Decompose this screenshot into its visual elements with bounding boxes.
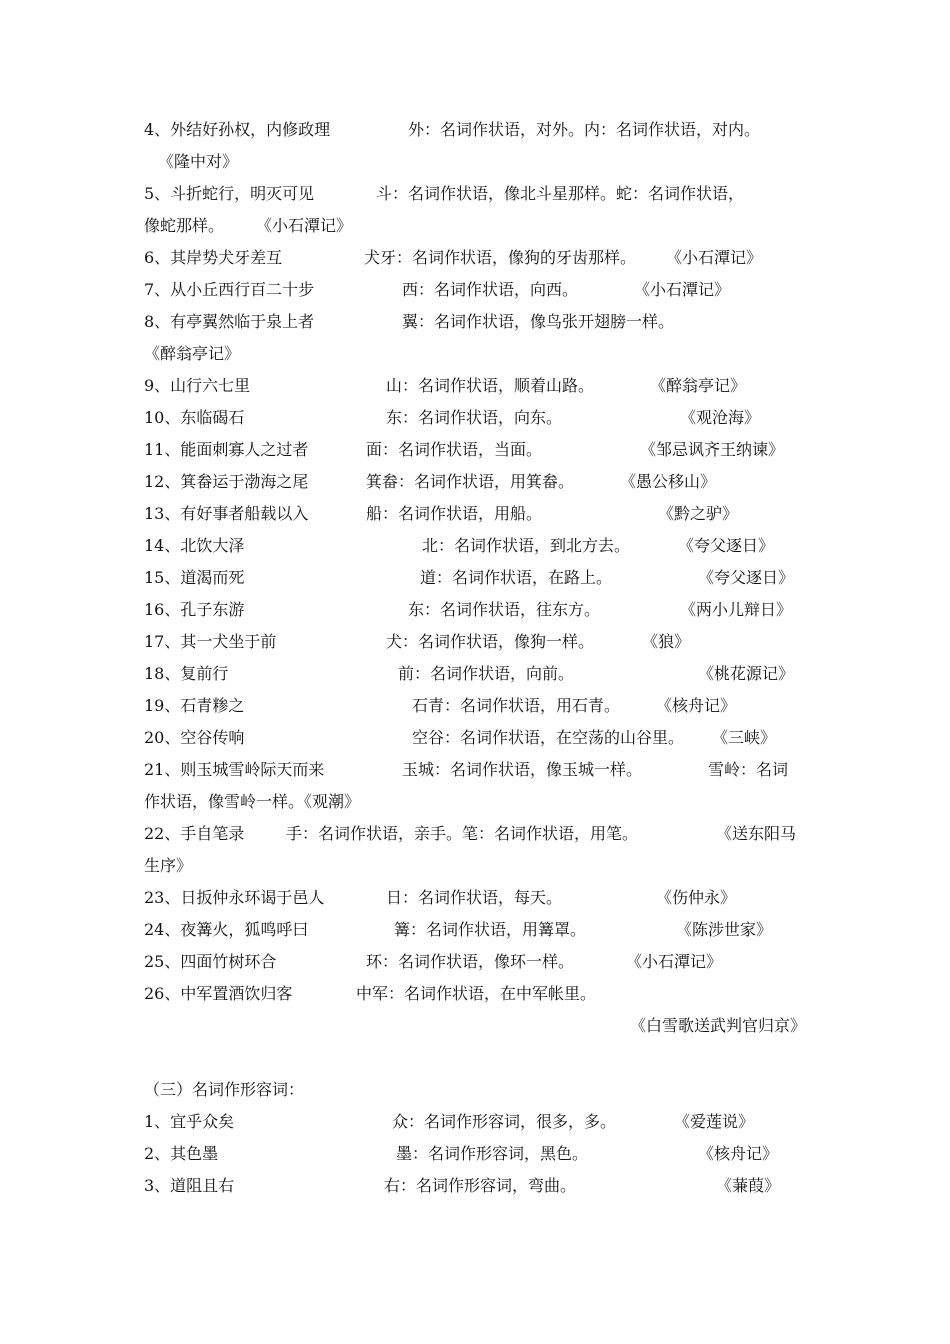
- entry-source: 《愚公移山》: [620, 472, 717, 491]
- entry-source: 《夸父逐日》: [698, 568, 795, 587]
- entry-phrase: 20、空谷传响: [144, 728, 245, 747]
- entry-line: [0, 1010, 950, 1042]
- entry-line: [0, 914, 950, 946]
- entry-source: 《伤仲永》: [656, 888, 737, 907]
- entry-source: 《观沧海》: [680, 408, 761, 427]
- entry-phrase: 10、东临碣石: [144, 408, 245, 427]
- entry-explanation: 手：名词作状语，亲手。笔：名词作状语，用笔。: [286, 824, 639, 843]
- entry-explanation: 众：名词作形容词，很多，多。: [392, 1112, 617, 1131]
- entry-source: 《核舟记》: [698, 1144, 779, 1163]
- entry-source: 《小石潭记》: [256, 216, 353, 235]
- entry-explanation: 船：名词作状语，用船。: [366, 504, 543, 523]
- entry-phrase: 14、北饮大泽: [144, 536, 245, 555]
- entry-phrase: 12、箕畚运于渤海之尾: [144, 472, 309, 491]
- entry-line: [0, 274, 950, 306]
- entry-line: [0, 210, 950, 242]
- entry-explanation: 道：名词作状语，在路上。: [420, 568, 613, 587]
- entry-explanation: 山：名词作状语，顺着山路。: [386, 376, 595, 395]
- entry-line: [0, 818, 950, 850]
- entry-explanation: 斗：名词作状语，像北斗星那样。蛇：名词作状语，: [376, 184, 745, 203]
- entry-explanation: 面：名词作状语，当面。: [366, 440, 543, 459]
- entry-explanation: 中军：名词作状语，在中军帐里。: [356, 984, 597, 1003]
- entry-line: [0, 466, 950, 498]
- entry-line: [0, 1106, 950, 1138]
- entry-explanation-cont: 雪岭：名词: [708, 760, 789, 779]
- entry-explanation: 石青：名词作状语，用石青。: [412, 696, 621, 715]
- entry-line: [0, 370, 950, 402]
- entry-source: 《白雪歌送武判官归京》: [629, 1016, 806, 1035]
- entry-phrase: 23、日扳仲永环谒于邑人: [144, 888, 325, 907]
- entry-explanation: 箕畚：名词作状语，用箕畚。: [366, 472, 575, 491]
- entry-phrase: 21、则玉城雪岭际天而来: [144, 760, 325, 779]
- entry-phrase: 25、四面竹树环合: [144, 952, 277, 971]
- entry-explanation: 篝：名词作状语，用篝罩。: [394, 920, 587, 939]
- entry-source: 《送东阳马: [716, 824, 797, 843]
- entry-explanation: 东：名词作状语，往东方。: [408, 600, 601, 619]
- entry-line: [0, 146, 950, 178]
- entry-line: [0, 850, 950, 882]
- entry-phrase: 26、中军置酒饮归客: [144, 984, 293, 1003]
- section-heading: [0, 1074, 950, 1106]
- entry-line: [0, 690, 950, 722]
- entry-source: 《醉翁亭记》: [650, 376, 747, 395]
- entry-line: [0, 754, 950, 786]
- entry-phrase: 13、有好事者船载以入: [144, 504, 309, 523]
- entry-line: [0, 242, 950, 274]
- entry-source: 《核舟记》: [656, 696, 737, 715]
- entry-line: [0, 434, 950, 466]
- entry-line: [0, 946, 950, 978]
- entry-source: 《夸父逐日》: [678, 536, 775, 555]
- entry-line: [0, 1170, 950, 1202]
- entry-line: [0, 338, 950, 370]
- entry-phrase: 7、从小丘西行百二十步: [144, 280, 315, 299]
- entry-explanation: 北：名词作状语，到北方去。: [422, 536, 631, 555]
- entry-phrase: 15、道渴而死: [144, 568, 245, 587]
- entry-phrase: 像蛇那样。: [144, 216, 225, 235]
- entry-source: 《小石潭记》: [626, 952, 723, 971]
- entry-explanation: 墨：名词作形容词，黑色。: [396, 1144, 589, 1163]
- entry-line: [0, 658, 950, 690]
- entry-phrase: 1、宜乎众矣: [144, 1112, 235, 1131]
- entry-line: [0, 498, 950, 530]
- entry-explanation: 翼：名词作状语，像鸟张开翅膀一样。: [402, 312, 675, 331]
- entry-source: 《小石潭记》: [666, 248, 763, 267]
- entry-phrase: 17、其一犬坐于前: [144, 632, 277, 651]
- entry-source: 《两小儿辩日》: [680, 600, 793, 619]
- entry-explanation: 玉城：名词作状语，像玉城一样。: [402, 760, 643, 779]
- entry-line: [0, 114, 950, 146]
- entry-phrase: 16、孔子东游: [144, 600, 245, 619]
- entry-phrase: 9、山行六七里: [144, 376, 251, 395]
- entry-explanation: 犬：名词作状语，像狗一样。: [386, 632, 595, 651]
- entry-source: 《小石潭记》: [634, 280, 731, 299]
- entry-source: 《桃花源记》: [698, 664, 795, 683]
- entry-source: 《爱莲说》: [674, 1112, 755, 1131]
- entry-phrase: 2、其色墨: [144, 1144, 219, 1163]
- entry-phrase: 3、道阻且右: [144, 1176, 235, 1195]
- entry-source: 《狼》: [642, 632, 691, 651]
- entry-source: 《黔之驴》: [658, 504, 739, 523]
- entry-line: [0, 178, 950, 210]
- entry-line: [0, 786, 950, 818]
- entry-source: 《隆中对》: [158, 152, 239, 171]
- entry-phrase: 4、外结好孙权，内修政理: [144, 120, 331, 139]
- entry-phrase: 22、手自笔录: [144, 824, 245, 843]
- entry-explanation: 环：名词作状语，像环一样。: [366, 952, 575, 971]
- entry-line: [0, 562, 950, 594]
- entry-line: [0, 882, 950, 914]
- entry-phrase: 6、其岸势犬牙差互: [144, 248, 283, 267]
- entry-phrase: 11、能面刺寡人之过者: [144, 440, 309, 459]
- entry-line: [0, 1138, 950, 1170]
- entry-explanation: 日：名词作状语，每天。: [386, 888, 563, 907]
- entry-explanation: 空谷：名词作状语，在空荡的山谷里。: [412, 728, 685, 747]
- entry-phrase: 24、夜篝火，狐鸣呼曰: [144, 920, 309, 939]
- entry-phrase: 19、石青糁之: [144, 696, 245, 715]
- entry-explanation: 东：名词作状语，向东。: [386, 408, 563, 427]
- entry-explanation: 右：名词作形容词，弯曲。: [384, 1176, 577, 1195]
- entry-line: [0, 626, 950, 658]
- entry-phrase: 5、斗折蛇行，明灭可见: [144, 184, 315, 203]
- entry-source: 《三峡》: [712, 728, 777, 747]
- entry-line: [0, 530, 950, 562]
- entry-line: [0, 978, 950, 1010]
- entry-phrase: 作状语，像雪岭一样。《观潮》: [144, 792, 361, 811]
- entry-source: 《陈涉世家》: [676, 920, 773, 939]
- entry-source: 《蒹葭》: [716, 1176, 781, 1195]
- entry-phrase: 18、复前行: [144, 664, 229, 683]
- entry-explanation: 犬牙：名词作状语，像狗的牙齿那样。: [364, 248, 637, 267]
- entry-explanation: 西：名词作状语，向西。: [402, 280, 579, 299]
- entry-line: [0, 722, 950, 754]
- entry-phrase: 8、有亭翼然临于泉上者: [144, 312, 315, 331]
- entry-line: [0, 402, 950, 434]
- entry-explanation: 外：名词作状语，对外。内：名词作状语，对内。: [408, 120, 761, 139]
- entry-explanation: 前：名词作状语，向前。: [398, 664, 575, 683]
- entry-source: 《醉翁亭记》: [144, 344, 241, 363]
- section-title: （三）名词作形容词：: [144, 1080, 305, 1099]
- entry-phrase: 生序》: [144, 856, 193, 875]
- entry-line: [0, 306, 950, 338]
- entry-source: 《邹忌讽齐王纳谏》: [640, 440, 785, 459]
- entry-line: [0, 594, 950, 626]
